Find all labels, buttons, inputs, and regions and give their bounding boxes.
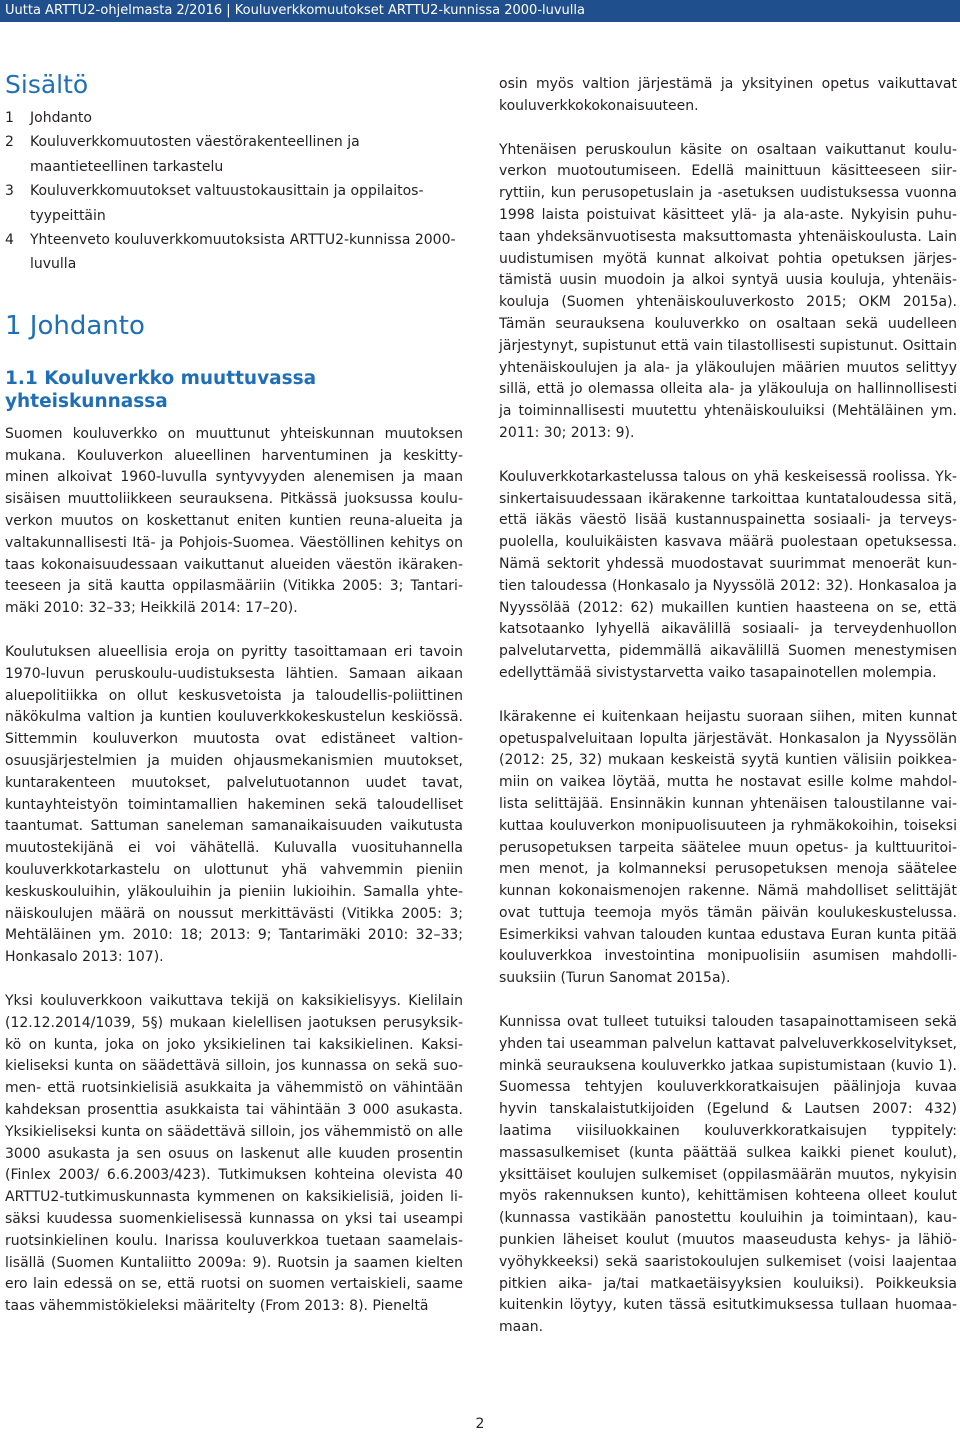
body-paragraph: Suomen kouluverkko on muuttunut yhteiskunnan muutoksen mukana. Kouluverkon alueellinen harventuminen ja keskittyminen alkoivat 1960-luvulla syntyvyyden alenemisen ja maan sisäisen muuttoliikkeen seurauksena. Pitkässä juoksussa kouluverkon muutos on koskettanut eniten kuntien reuna-alueita ja valtakunnallisesti Itä- ja Pohjois-Suomea. Väestöllinen kehitys on taas kokonaisuudessaan vaikuttanut alueiden väestön ikärakenteeseen ja sitä kautta oppilasmääriin (Vitikka 2005: 3; Tantarimäki 2010: 32–33; Heikkilä 2014: 17–20). <box>5 425 463 617</box>
toc-item-text: Kouluverkkomuutosten väestörakenteellinen ja maantieteellinen tarkastelu <box>30 134 360 175</box>
toc-title: Sisältö <box>5 70 89 99</box>
body-paragraph: Yhtenäisen peruskoulun käsite on osaltaan vaikuttanut kouluverkon muotoutumiseen. Edellä mainittuun käsitteeseen siirryttiin, kun perusopetuslain ja -asetuksen uudistuksessa vuonna 1998 laista poistuivat käsitteet ylä- ja ala-aste. Nykyisin puhutaan yhdeksänvuotisesta maksuttomasta yhtenäiskoulusta. Lain uudistumisen myötä kunnat alkoivat pohtia opetuksen järjestämistä uusin muodoin ja alkoi syntyä uusia kouluja, yhtenäiskouluja (Suomen yhtenäiskouluverkosto 2015; OKM 2015a). Tämän seurauksena kouluverkko on osaltaan sekä uudelleen järjestynyt, supistunut että vain tilastollisesti supistunut. Osittain yhtenäiskoulujen ja ala- ja yläkoulujen määrien muutos selittyy sillä, että jo olemassa olleita ala- ja yläkouluja on hallinnollisesti ja toiminnallisesti muutettu yhtenäiskouluiksi (Mehtäläinen ym. 2011: 30; 2013: 9). <box>499 141 957 441</box>
section-title: 1.1 Kouluverkko muuttuvassa yhteiskunnassa <box>5 367 317 412</box>
running-header <box>0 0 960 22</box>
toc-item <box>5 179 463 228</box>
body-paragraph: Yksi kouluverkkoon vaikuttava tekijä on kaksikielisyys. Kielilain (12.12.2014/1039, 5§) mukaan kielellisen jaotuksen perusyksikkö on kunta, joka on joko yksikielinen tai kaksikielinen. Kaksikieliseksi kunta on säädettävä silloin, jos kunnassa on sekä suomen- että ruotsinkielisiä asukkaita ja vähemmistö on vähintään kahdeksan prosenttia asukkaista tai vähintään 3 000 asukasta. Yksikieliseksi kunta on säädettävä silloin, jos vähemmistö on alle 3000 asukasta ja sen osuus on laskenut alle kuuden prosentin (Finlex 2003/ 6.6.2003/423). Tutkimuksen kohteina olevista 40 ARTTU2-tutkimuskunnasta kymmenen on kaksikielisiä, joiden lisäksi kuudessa suomenkielisessä kunnassa on yksi tai useampi ruotsinkielinen koulu. Inarissa kouluverkkoa tuetaan saamelaislisällä (Suomen Kuntaliitto 2009a: 9). Ruotsin ja saamen kielten ero lain edessä on se, että ruotsi on suomen vertaiskieli, saame taas vähemmistökieleksi määritelty (From 2013: 8). Pieneltä <box>5 992 463 1315</box>
toc-item-text: Johdanto <box>30 110 92 126</box>
right-column <box>499 74 957 1339</box>
toc-item-number: 3 <box>5 183 14 200</box>
running-title: Uutta ARTTU2-ohjelmasta 2/2016 | Kouluverkkomuutokset ARTTU2-kunnissa 2000-luvulla <box>5 3 585 18</box>
toc-item-number: 4 <box>5 232 14 249</box>
body-paragraph: Ikärakenne ei kuitenkaan heijastu suoraan siihen, miten kunnat opetuspalveluitaan lopulta järjestävät. Honkasalon ja Nyyssölän (2012: 25, 32) mukaan keskeistä syytä kuntien välisiin poikkeamiin on vaikea löytää, mutta he nostavat esille kolme mahdollista selittäjää. Ensinnäkin kunnan yhtenäisen taloustilanne vaikuttaa kouluverkon monipuolisuuteen ja ryhmäkokoihin, toiseksi perusopetuksen tarpeita säätelee muun opetus- ja kulttuuritoimen menot, ja kolmanneksi perusopetuksen menoja säätelee kunnan kokonaismenojen rakenne. Nämä mahdolliset selittäjät ovat tuttuja teemoja myös tämän päivän koulukeskustelussa. Esimerkiksi vahvan talouden kuntaa edustava Euran kunta pitää kouluverkkoa investointina monipuolisiin asumisen mahdollisuuksiin (Turun Sanomat 2015a). <box>499 708 957 987</box>
toc-item-number: 1 <box>5 110 14 126</box>
toc-item <box>5 106 463 130</box>
body-paragraph: Kunnissa ovat tulleet tutuiksi talouden tasapainottamiseen sekä yhden tai useamman palvelun kattavat palveluverkkoselvitykset, minkä seurauksena kouluverkko jatkaa supistumistaan (kuvio 1). Suomessa tehtyjen kouluverkkoratkaisujen päälinjoja kuvaa hyvin tanskalaistutkijoiden (Egelund & Lautsen 2007: 432) laatima viisiluokkainen kouluverkkoratkaisujen typpitely: massasulkemiset (kunta päättää sulkea kaikki pienet koulut), yksittäiset koulujen sulkemiset (oppilasmäärän muutos, nykyisin myös rakennuksen kunto), kehittämisen kohteena olleet koulut (kunnassa vastikään panostettu kouluihin ja toimintaan), kaupunkien läheiset koulut (muutos maaseudusta kehys- ja lähiövyöhykkeeksi) sekä saaristokoulujen sulkemiset (voisi laajentaa pitkien aika- ja/tai matkaetäisyyksien kouluiksi). Poikkeuksia kuitenkin löytyy, kuten tässä esitutkimuksessa tullaan huomaamaan. <box>499 1014 957 1336</box>
page-number: 2 <box>475 1416 485 1432</box>
toc-item-number: 2 <box>5 134 14 151</box>
table-of-contents <box>5 106 463 277</box>
chapter-title: 1 Johdanto <box>5 310 145 341</box>
body-paragraph: Kouluverkkotarkastelussa talous on yhä keskeisessä roolissa. Yksinkertaisuudessaan ikärakenne tarkoittaa kuntataloudessa sitä, että iäkäs väestö lisää kustannuspainetta sosiaali- ja terveyspuolella, kouluikäisten kasvava määrä puolestaan opetuksessa. Nämä sektorit yhdessä muodostavat suurimmat menoerät kuntien taloudessa (Honkasalo ja Nyyssölä 2012: 32). Honkasaloa ja Nyyssölää (2012: 62) mukaillen kuntien haasteena on se, että katsotaanko lyhyellä aikavälillä sosiaali- ja terveydenhuollon palvelutarvetta, pidemmällä aikavälillä Suomen menestymisen edellyttämää sivistystarvetta vaiko tasapainotellen molempia. <box>499 468 957 681</box>
toc-item <box>5 228 463 277</box>
toc-item <box>5 130 463 179</box>
left-column <box>5 70 463 1318</box>
toc-item-text: Kouluverkkomuutokset valtuustokausittain ja oppilaitostyypeittäin <box>30 183 424 224</box>
body-paragraph: osin myös valtion järjestämä ja yksityinen opetus vaikuttavat kouluverkkokokonaisuuteen. <box>499 76 957 114</box>
toc-item-text: Yhteenveto kouluverkkomuutoksista ARTTU2-kunnissa 2000-luvulla <box>30 232 456 273</box>
body-paragraph: Koulutuksen alueellisia eroja on pyritty tasoittamaan eri tavoin 1970-luvun peruskoulu-uudistuksesta lähtien. Samaan aikaan aluepolitiikka on ollut keskusvetoista ja taloudellis-poliittinen näkökulma valtion ja kuntien kouluverkkokeskustelun keskiössä. Sittemmin kouluverkon muutosta ovat edistäneet valtionosuusjärjestelmien ja muiden ohjausmekanismien muutokset, kuntarakenteen muutokset, palvelutuotannon uudet tavat, kuntayhteistyön toimintamallien hakeminen sekä taloudelliset taantumat. Sattuman saneleman samanaikaisuuden vaikutusta muutostekijänä ei voi vähätellä. Kuluvalla vuosituhannella kouluverkkotarkastelu on ulottunut yhä vahvemmin pieniin keskuskouluihin, yläkouluihin ja pieniin lukioihin. Samalla yhtenäiskoulujen määrä on noussut merkittävästi (Vitikka 2005: 3; Mehtäläinen ym. 2010: 18; 2013: 9; Tantarimäki 2010: 32–33; Honkasalo 2013: 107). <box>5 644 463 966</box>
